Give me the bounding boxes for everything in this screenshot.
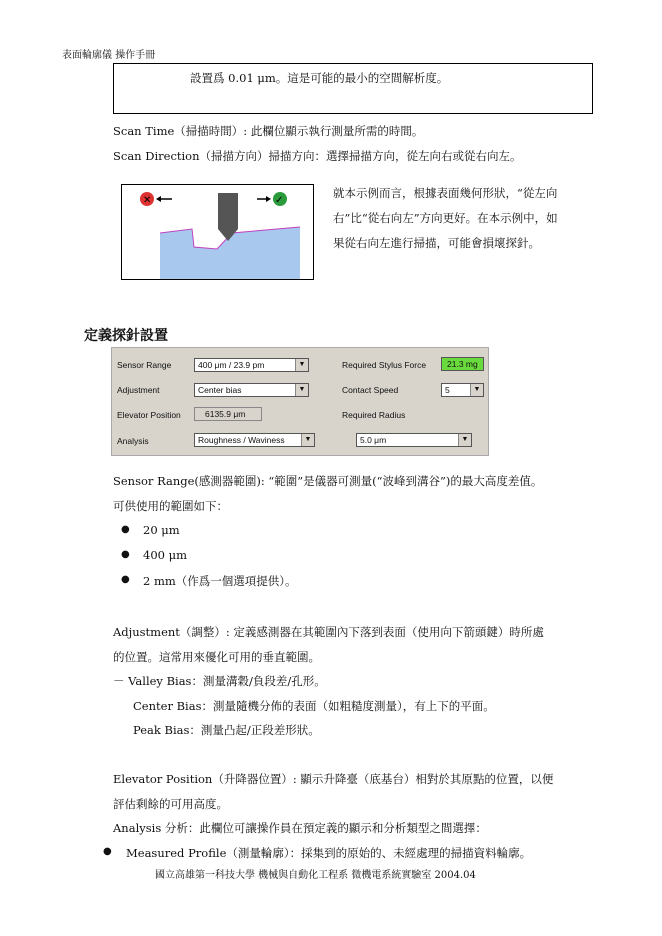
valley-bias-text: － Valley Bias：測量溝穀/負段差/孔形。 [113,674,326,688]
bullet-icon: ● [103,846,112,857]
chevron-down-icon: ▼ [295,359,308,371]
range-item: 2 mm（作爲一個選項提供）。 [143,574,297,588]
scan-direction-text: Scan Direction（掃描方向）掃描方向：選擇掃描方向，從左向右或從右向左。 [113,149,522,163]
stylus-force-label: Required Stylus Force [342,360,427,370]
chevron-down-icon: ▼ [458,434,471,446]
chevron-down-icon: ▼ [470,384,483,396]
page-footer: 國立高雄第一科技大學 機械與自動化工程系 微機電系統實驗室 2004.04 [155,870,476,881]
analysis-desc: Analysis 分析：此欄位可讓操作員在預定義的顯示和分析類型之間選擇： [113,821,487,835]
analysis-label: Analysis [117,436,149,446]
stylus-force-value: 21.3 mg [441,357,484,371]
svg-text:✕: ✕ [143,195,152,206]
elevator-position-label: Elevator Position [117,410,181,420]
range-item: 20 μm [143,523,180,537]
adjustment-label: Adjustment [117,385,160,395]
range-item: 400 μm [143,548,187,562]
required-radius-select[interactable]: 5.0 μm ▼ [356,433,472,447]
contact-speed-label: Contact Speed [342,385,399,395]
chevron-down-icon: ▼ [301,434,314,446]
scan-direction-illustration [122,185,313,279]
adjustment-desc: Adjustment（調整）: 定義感測器在其範圍內下落到表面（使用向下箭頭鍵）時所處 [113,625,544,639]
required-radius-label: Required Radius [342,410,406,420]
stylus-settings-panel [111,347,489,456]
page-header: 表面輪廓儀 操作手冊 [62,50,156,61]
elevator-position-value: 6135.9 μm [194,407,262,421]
scan-direction-figure [121,184,314,280]
center-bias-text: Center Bias：測量隨機分佈的表面（如粗糙度測量），有上下的平面。 [133,699,495,713]
sensor-range-select[interactable]: 400 μm / 23.9 pm ▼ [194,358,309,372]
adjustment-select[interactable]: Center bias ▼ [194,383,309,397]
scan-time-text: Scan Time（掃描時間）: 此欄位顯示執行測量所需的時間。 [113,124,424,138]
analysis-select[interactable]: Roughness / Waviness ▼ [194,433,315,447]
svg-text:✓: ✓ [275,195,284,206]
peak-bias-text: Peak Bias：測量凸起/正段差形狀。 [133,723,320,737]
sensor-range-desc: Sensor Range(感測器範圍): “範圍”是儀器可測量(“波峰到溝谷”)的最大高度差值。 [113,474,543,488]
chevron-down-icon: ▼ [295,384,308,396]
example-explanation: 就本示例而言，根據表面幾何形狀，“從左向 右”比“從右向左”方向更好。在本示例中，如 果從右向左進行掃描，可能會損壞探針。 [333,186,558,250]
left-arrow-icon [156,196,161,202]
right-arrow-icon [266,196,271,202]
resolution-note: 設置爲 0.01 μm。這是可能的最小的空間解析度。 [190,71,449,85]
bullet-icon: ● [121,524,130,535]
section-title: 定義探針設置 [84,328,168,344]
adjustment-desc-cont: 的位置。這常用來優化可用的垂直範圍。 [113,650,320,664]
sensor-range-desc-cont: 可供使用的範圍如下： [113,499,228,513]
measured-profile-text: Measured Profile（測量輪廓）：採集到的原始的、未經處理的掃描資料輪廓。 [126,846,532,860]
contact-speed-select[interactable]: 5 ▼ [441,383,484,397]
elevator-desc: Elevator Position（升降器位置）: 顯示升降臺（底基台）相對於其原點的位置，以便 [113,772,554,786]
bullet-icon: ● [121,574,130,585]
elevator-desc-cont: 評估剩餘的可用高度。 [113,797,228,811]
sensor-range-label: Sensor Range [117,360,172,370]
resolution-note-box [113,63,593,114]
bullet-icon: ● [121,549,130,560]
